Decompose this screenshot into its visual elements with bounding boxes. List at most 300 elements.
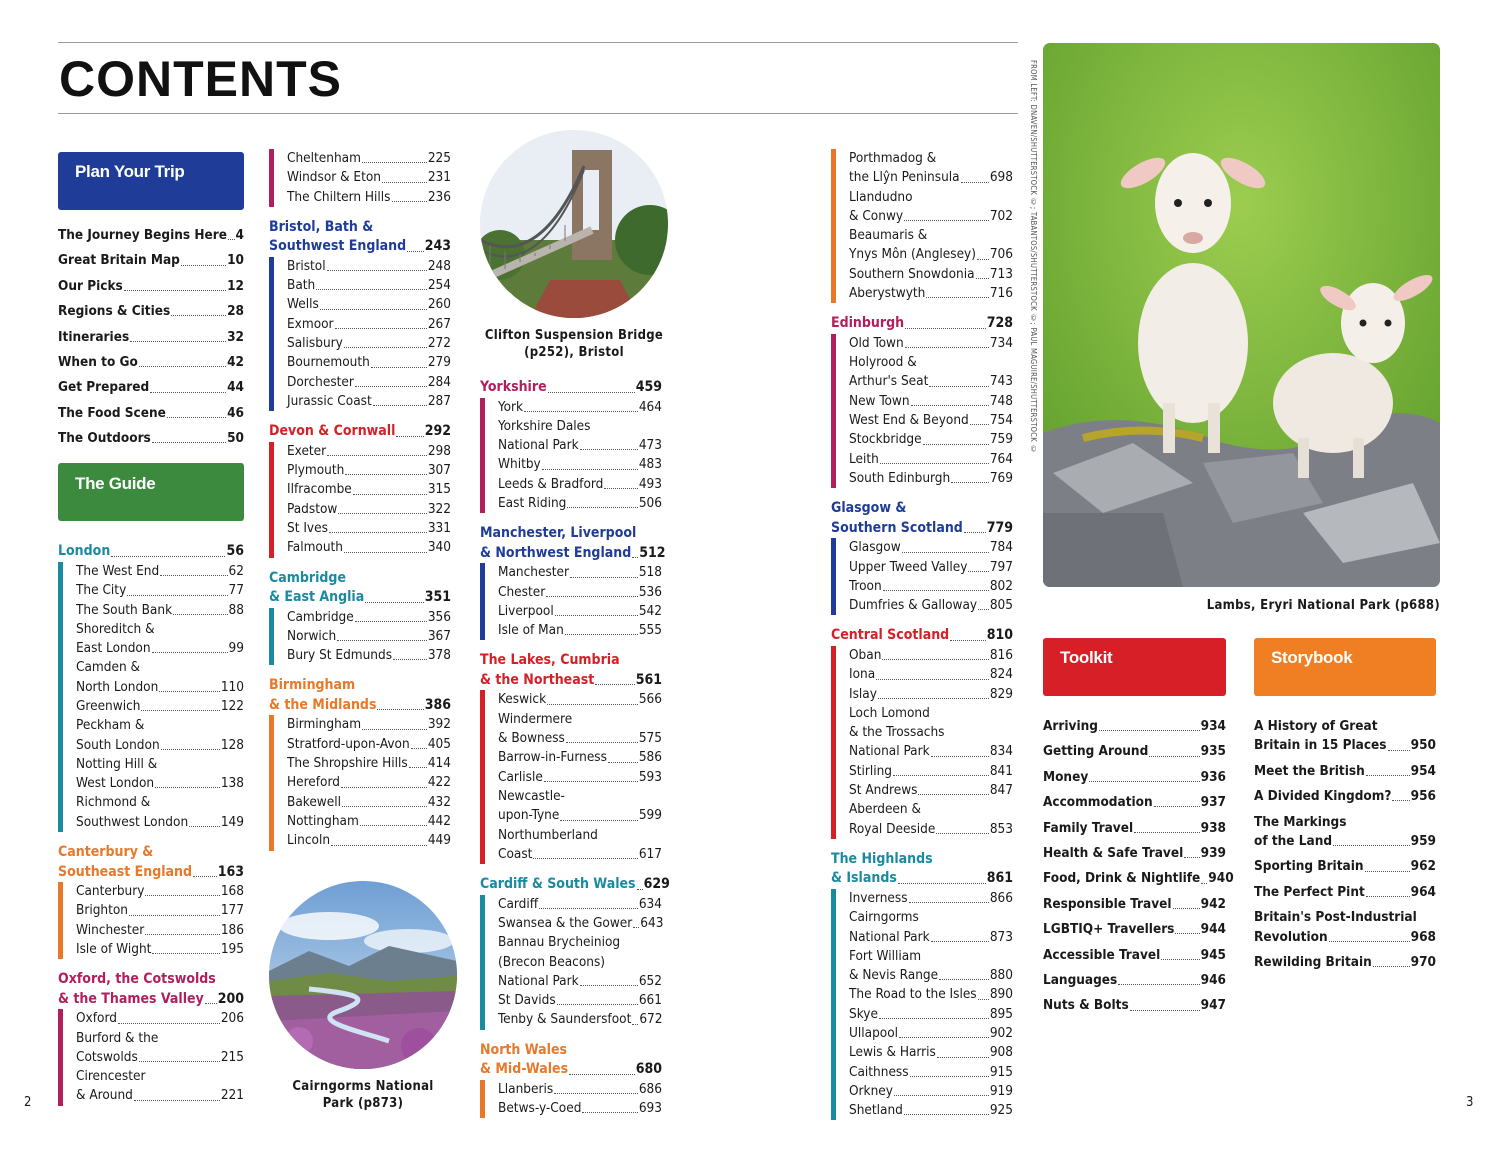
toc-entry[interactable] [287,793,451,812]
toc-entry[interactable] [831,869,1013,889]
dot-leader [360,825,427,826]
toc-entry[interactable] [58,277,244,296]
dot-leader [978,609,989,610]
toc-entry-label: Southern Snowdonia [849,265,975,282]
toc-entry[interactable] [849,947,1013,966]
toc-entry[interactable] [269,422,451,442]
toc-entry[interactable] [58,970,244,990]
cairngorms-caption [269,1078,457,1112]
toc-entry[interactable] [1043,895,1226,914]
toc-entry-label: Cambridge [287,608,354,625]
toc-entry[interactable] [58,378,244,397]
toc-entry-page: 110 [220,678,244,695]
toc-entry-page: 964 [1410,883,1436,900]
toc-entry[interactable] [287,168,451,187]
toc-entry-page: 959 [1410,832,1436,849]
toc-entry[interactable] [76,921,244,940]
toc-entry[interactable] [498,1099,662,1118]
toc-entry[interactable] [76,1086,244,1105]
toc-entry[interactable] [498,690,662,709]
toc-entry-page: 934 [1200,718,1226,734]
toc-entry[interactable] [1254,717,1436,736]
toc-entry[interactable] [287,373,451,392]
dot-leader [876,679,989,680]
toc-entry[interactable] [480,544,666,564]
toc-entry[interactable] [287,608,451,627]
toc-entry[interactable] [498,1080,662,1099]
toc-entry[interactable] [849,207,1013,226]
toc-entry[interactable] [287,480,451,499]
toc-entry[interactable] [849,226,1013,245]
toc-entry[interactable] [849,742,1013,761]
dot-leader [382,182,427,183]
toc-entry[interactable] [287,442,451,461]
toc-entry[interactable] [287,831,451,850]
region-subsections [831,889,1013,1121]
toc-entry[interactable] [1254,736,1436,755]
toc-entry[interactable] [287,715,451,734]
toc-entry[interactable] [287,754,451,773]
toc-entry[interactable] [76,901,244,920]
toc-entry[interactable] [1254,787,1436,806]
toc-entry-label: Arthur's Seat [849,373,929,390]
toc-entry[interactable] [498,972,662,991]
toc-entry-page: 743 [989,373,1013,390]
toc-entry-label: Iona [849,666,876,683]
toc-entry[interactable] [76,658,244,677]
toc-entry[interactable] [498,710,662,729]
toc-entry-label: St Davids [498,992,556,1009]
toc-entry[interactable] [269,569,451,589]
toc-entry-page: 873 [989,928,1013,945]
toc-entry[interactable] [498,914,662,933]
toc-entry-label: & Northwest England [480,544,632,561]
toc-entry[interactable] [498,991,662,1010]
region-section [480,524,666,640]
toc-entry-label: South London [76,736,160,753]
region-heading [831,626,1013,646]
toc-entry-label: Getting Around [1043,743,1149,760]
dot-leader [353,494,427,495]
region-heading [58,542,244,562]
dot-leader [544,781,638,782]
toc-entry-label: & the Northeast [480,671,595,688]
toc-entry[interactable] [269,237,451,257]
storybook-column [1254,638,1436,978]
toc-entry-page: 784 [989,539,1013,556]
toc-entry[interactable] [849,723,1013,742]
toc-entry[interactable] [76,882,244,901]
toc-entry[interactable] [58,404,244,423]
toc-entry[interactable] [849,558,1013,577]
toc-entry-label: Falmouth [287,539,343,556]
toc-entry[interactable] [849,284,1013,303]
toc-entry[interactable] [1254,953,1436,972]
toc-entry[interactable] [58,542,244,562]
toc-entry[interactable] [287,257,451,276]
toc-entry[interactable] [1043,869,1234,888]
toc-entry[interactable] [498,417,662,436]
toc-entry-label: the Llŷn Peninsula [849,169,960,186]
dot-leader [362,162,427,163]
toc-entry[interactable] [498,621,662,640]
toc-entry[interactable] [849,781,1013,800]
toc-entry[interactable] [849,1063,1013,1082]
toc-entry[interactable] [1043,768,1226,787]
toc-entry[interactable] [480,671,662,691]
toc-entry-page: 890 [989,986,1013,1003]
dot-leader [355,621,427,622]
toc-entry[interactable] [76,581,244,600]
toc-entry-label: Upper Tweed Valley [849,558,968,575]
toc-entry[interactable] [287,735,451,754]
dot-leader [161,749,220,750]
toc-entry[interactable] [849,889,1013,908]
toc-entry[interactable] [1043,793,1226,812]
toc-entry[interactable] [76,601,244,620]
toc-entry[interactable] [76,716,244,735]
region-heading [480,1041,662,1080]
toc-entry[interactable] [1043,717,1226,736]
toc-entry-label: Keswick [498,691,547,708]
toc-entry[interactable] [831,314,1013,334]
toc-entry-page: 284 [427,373,451,390]
toc-entry[interactable] [1254,762,1436,781]
toc-entry-page: 829 [989,685,1013,702]
toc-entry[interactable] [498,787,662,806]
toc-entry-label: New Town [849,392,910,409]
toc-entry[interactable] [480,1060,662,1080]
toc-entry[interactable] [831,499,1013,519]
toc-entry[interactable] [287,627,451,646]
dot-leader [931,756,989,757]
toc-entry[interactable] [76,736,244,755]
toc-entry[interactable] [1043,920,1226,939]
suspension-bridge-icon [480,130,668,318]
toc-entry[interactable] [76,697,244,716]
toc-entry[interactable] [287,461,451,480]
toc-entry-page: 473 [638,437,662,454]
guide-column-1 [58,542,244,1105]
toc-entry[interactable] [849,168,1013,187]
toc-entry[interactable] [76,813,244,832]
toc-entry-label: Our Picks [58,277,123,294]
dot-leader [139,366,226,367]
toc-entry[interactable] [1043,971,1226,990]
toc-entry[interactable] [76,678,244,697]
plan-your-trip-list [58,226,244,448]
toc-entry[interactable] [849,1082,1013,1101]
toc-entry[interactable] [287,392,451,411]
toc-entry[interactable] [76,562,244,581]
toc-entry-page: 340 [427,539,451,556]
toc-entry[interactable] [480,524,662,544]
toc-entry[interactable] [498,563,662,582]
toc-entry[interactable] [76,1048,244,1067]
toc-entry[interactable] [287,276,451,295]
toc-entry[interactable] [1254,928,1436,947]
toc-entry-label: Yorkshire Dales [498,417,591,434]
toc-entry[interactable] [849,245,1013,264]
toc-entry-label: Family Travel [1043,819,1134,836]
dot-leader [1130,1010,1200,1011]
toc-entry[interactable] [58,429,244,448]
toc-entry[interactable] [498,729,662,748]
toolkit-column [1043,638,1234,1022]
toc-entry[interactable] [849,1024,1013,1043]
dot-leader [968,571,988,572]
toc-entry[interactable] [849,762,1013,781]
toc-entry[interactable] [269,218,451,238]
toc-entry[interactable] [849,985,1013,1004]
toc-entry[interactable] [849,188,1013,207]
storybook-button[interactable] [1254,638,1436,696]
toc-entry[interactable] [849,450,1013,469]
toc-entry[interactable] [849,265,1013,284]
the-guide-button[interactable] [58,463,244,521]
toc-entry[interactable] [849,469,1013,488]
dot-leader [964,532,986,533]
toc-entry[interactable] [849,334,1013,353]
toc-entry[interactable] [58,302,244,321]
toc-entry[interactable] [849,577,1013,596]
toc-entry[interactable] [849,1101,1013,1120]
dot-leader [150,392,226,393]
dot-leader [557,1004,638,1005]
region-heading [480,651,662,690]
toc-entry-page: 599 [638,807,662,824]
toc-entry[interactable] [480,651,662,671]
caption-line: (p252), Bristol [524,345,624,360]
toc-entry-label: St Andrews [849,782,918,799]
toc-entry-label: Southwest London [76,813,189,830]
toc-entry-page: 77 [228,582,244,599]
toc-entry[interactable] [287,519,451,538]
toc-entry[interactable] [287,315,451,334]
dot-leader [951,482,989,483]
toc-entry-page: 902 [989,1024,1013,1041]
toc-entry[interactable] [498,475,662,494]
toc-entry[interactable] [849,411,1013,430]
dot-leader [879,1018,989,1019]
toc-entry[interactable] [58,843,244,863]
toc-entry-label: The South Bank [76,601,173,618]
region-subsections [58,562,244,832]
toc-entry[interactable] [849,596,1013,615]
toc-entry-page: 643 [640,914,664,931]
toc-entry[interactable] [849,149,1013,168]
dot-leader [539,908,638,909]
toc-entry-page: 44 [227,379,244,396]
toc-entry[interactable] [287,500,451,519]
dot-leader [1149,756,1199,757]
dot-leader [1365,871,1410,872]
toc-entry[interactable] [287,295,451,314]
toc-entry[interactable] [1043,819,1226,838]
toc-entry[interactable] [849,538,1013,557]
toc-entry-label: Manchester [498,564,570,581]
toc-entry-label: Regions & Cities [58,303,171,320]
toc-entry-page: 853 [989,820,1013,837]
region-subsections [269,608,451,666]
toc-entry[interactable] [849,704,1013,723]
storybook-label: Storybook [1271,648,1353,668]
dot-leader [633,927,639,928]
dot-leader [159,691,220,692]
dot-leader [316,289,427,290]
toc-entry-label: Oxford [76,1010,117,1027]
toc-entry-label: Central Scotland [831,627,950,644]
toc-entry[interactable] [498,455,662,474]
toc-entry[interactable] [76,639,244,658]
region-subsections [269,442,451,558]
toc-entry[interactable] [498,806,662,825]
dot-leader [1173,908,1200,909]
toc-entry[interactable] [498,583,662,602]
toc-entry[interactable] [849,372,1013,391]
toc-entry[interactable] [269,696,451,716]
toc-entry[interactable] [498,768,662,787]
toc-entry-label: Notting Hill & [76,755,158,772]
toc-entry[interactable] [498,1010,662,1029]
toc-entry[interactable] [849,353,1013,372]
region-subsections [831,646,1013,839]
toc-entry-label: Itineraries [58,328,130,345]
toc-entry[interactable] [287,353,451,372]
toc-entry[interactable] [849,392,1013,411]
toc-entry[interactable] [76,774,244,793]
toc-entry[interactable] [76,940,244,959]
toc-entry[interactable] [1254,813,1436,832]
toc-entry-label: Carlisle [498,768,543,785]
toc-entry-label: & the Trossachs [849,724,945,741]
toc-entry-page: 779 [986,519,1013,536]
toc-entry[interactable] [58,863,244,883]
toc-entry-label: Newcastle- [498,787,565,804]
toc-entry-page: 287 [427,392,451,409]
toc-entry[interactable] [76,1029,244,1048]
toc-entry[interactable] [849,908,1013,927]
toc-entry[interactable] [287,538,451,557]
dot-leader [931,941,989,942]
toc-entry-label: & Nevis Range [849,967,939,984]
toc-entry[interactable] [498,494,662,513]
region-subsections [480,398,662,514]
toc-entry[interactable] [287,812,451,831]
toc-entry[interactable] [1043,996,1226,1015]
page-number-left: 2 [24,1095,32,1110]
toc-entry[interactable] [831,519,1013,539]
toc-entry-label: The Highlands [831,850,933,867]
toc-entry-label: South Edinburgh [849,469,951,486]
toc-entry[interactable] [831,626,1013,646]
toc-entry[interactable] [76,620,244,639]
toc-entry[interactable] [58,990,244,1010]
toc-entry[interactable] [480,1041,662,1061]
toc-entry[interactable] [287,334,451,353]
toc-entry[interactable] [498,748,662,767]
toc-entry[interactable] [76,793,244,812]
plan-your-trip-button[interactable] [58,152,244,210]
toc-entry[interactable] [1254,883,1436,902]
toc-entry[interactable] [849,966,1013,985]
toc-entry-label: Plymouth [287,462,345,479]
dot-leader [1154,806,1200,807]
dot-leader [1388,750,1410,751]
toc-entry-label: Cairngorms [849,909,919,926]
toc-entry[interactable] [58,328,244,347]
toc-entry-label: upon-Tyne [498,807,560,824]
toc-entry[interactable] [849,646,1013,665]
toc-entry[interactable] [58,251,244,270]
toc-entry[interactable] [849,430,1013,449]
toc-entry[interactable] [1254,857,1436,876]
toc-entry[interactable] [1254,908,1436,927]
toc-entry[interactable] [498,895,662,914]
dot-leader [560,820,637,821]
toolkit-button[interactable] [1043,638,1226,696]
toc-entry[interactable] [58,226,244,245]
toc-entry[interactable] [76,1009,244,1028]
region-section [269,218,451,411]
toc-entry[interactable] [287,773,451,792]
toc-entry[interactable] [76,755,244,774]
toc-entry-label: The Lakes, Cumbria [480,652,620,669]
region-heading [480,524,666,563]
toc-entry[interactable] [849,1005,1013,1024]
toc-entry[interactable] [1254,832,1436,851]
toc-entry[interactable] [498,933,662,952]
toc-entry[interactable] [480,875,670,895]
column-3 [480,378,670,1129]
toc-entry-page: 128 [220,736,244,753]
toc-entry[interactable] [498,602,662,621]
toc-entry[interactable] [76,1067,244,1086]
dot-leader [171,315,226,316]
dot-leader [580,985,638,986]
toc-entry[interactable] [498,845,662,864]
toc-entry[interactable] [849,820,1013,839]
toc-entry[interactable] [269,676,451,696]
toc-entry[interactable] [831,850,1013,870]
toc-entry-page: 432 [427,793,451,810]
toc-entry[interactable] [480,378,662,398]
toc-entry[interactable] [1043,844,1226,863]
toc-entry[interactable] [849,928,1013,947]
toc-entry[interactable] [1043,742,1226,761]
toc-entry[interactable] [849,685,1013,704]
toc-entry[interactable] [498,398,662,417]
toc-entry[interactable] [287,646,451,665]
toc-entry[interactable] [849,665,1013,684]
toc-entry[interactable] [498,826,662,845]
toc-entry-label: Edinburgh [831,315,905,332]
toc-entry[interactable] [269,588,451,608]
toc-entry[interactable] [498,953,662,972]
toc-entry[interactable] [287,188,451,207]
dot-leader [327,455,427,456]
toc-entry[interactable] [849,1043,1013,1062]
region-subsections [831,334,1013,488]
toc-entry[interactable] [1043,946,1226,965]
toc-entry-page: 617 [638,845,662,862]
toc-entry-label: Chester [498,583,546,600]
toc-entry[interactable] [287,149,451,168]
toc-entry[interactable] [498,436,662,455]
toc-entry-page: 464 [638,398,662,415]
toc-entry[interactable] [849,800,1013,819]
toc-entry[interactable] [58,353,244,372]
